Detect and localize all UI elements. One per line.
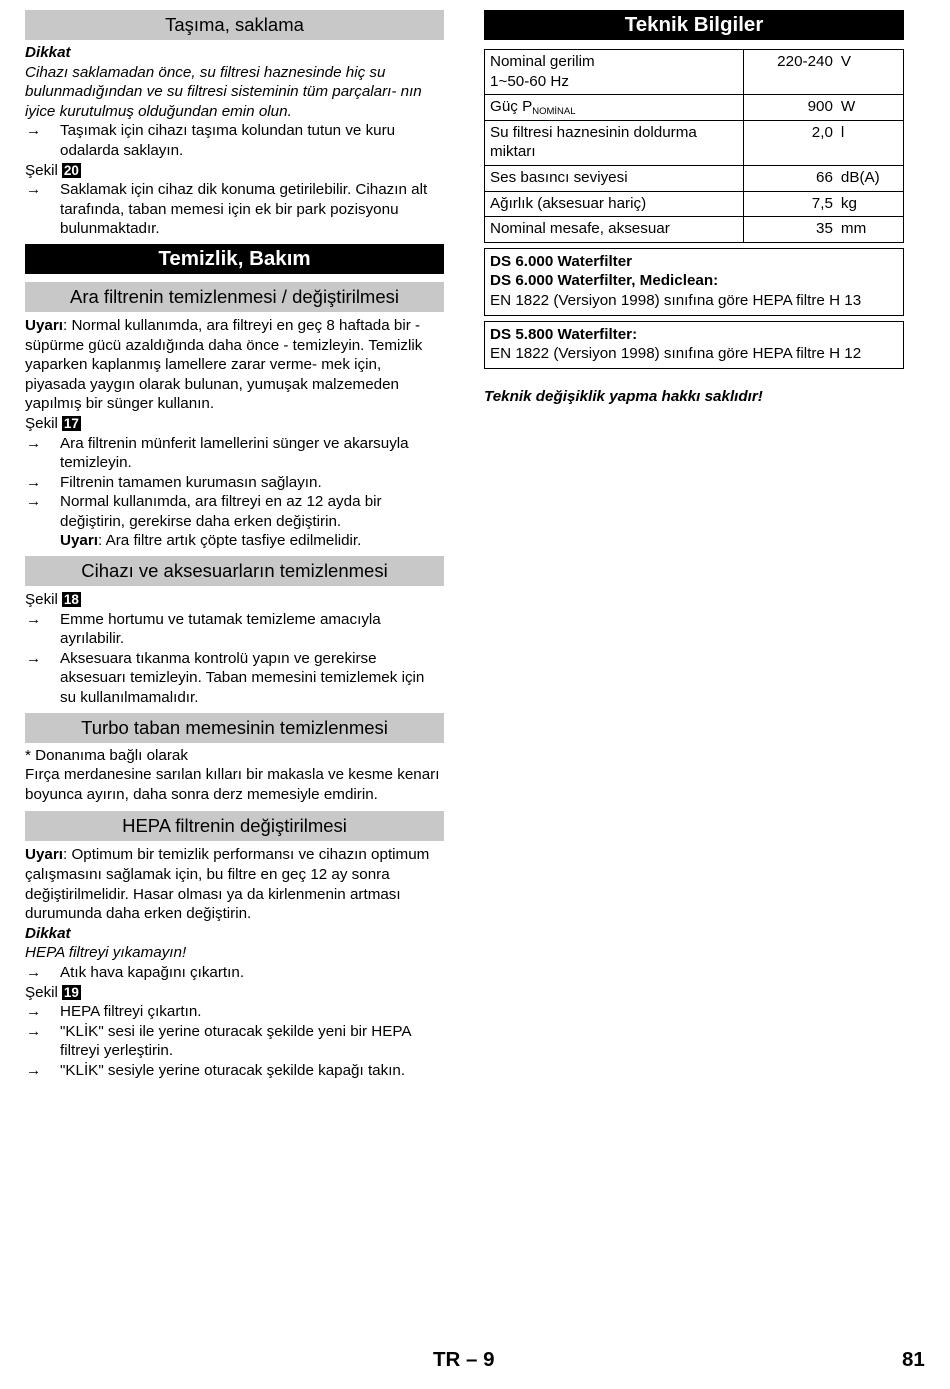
step-text: Emme hortumu ve tutamak temizleme amacıyla ayrılabilir.: [60, 610, 381, 648]
arrow-icon: →: [26, 1022, 42, 1040]
footer-page-label: TR – 9: [433, 1348, 495, 1371]
spec-name: Ses basıncı seviyesi: [485, 165, 744, 191]
spec-value: 900: [744, 95, 837, 121]
arrow-icon: →: [26, 1003, 42, 1021]
spec-unit: dB(A): [837, 165, 904, 191]
body-text: Fırça merdanesine sarılan kılları bir makasla ve kesme kenarı boyunca ayırın, daha sonra derz memesiyle emdirin.: [25, 766, 440, 803]
caution-label: Dikkat: [25, 924, 71, 942]
table-row: [485, 217, 904, 243]
step-text: "KLİK" sesiyle yerine oturacak şekilde kapağı takın.: [60, 1061, 406, 1079]
spec-value: 35: [744, 217, 837, 243]
caution-text: HEPA filtreyi yıkamayın!: [25, 944, 187, 962]
step-item: [25, 473, 444, 493]
spec-value: 2,0: [744, 120, 837, 165]
figure-label: Şekil: [25, 414, 58, 432]
note-label: Uyarı: [60, 532, 98, 550]
arrow-icon: →: [26, 963, 42, 981]
figure-label: Şekil: [25, 591, 58, 609]
spec-name: Nominal mesafe, aksesuar: [485, 217, 744, 243]
arrow-icon: →: [26, 610, 42, 628]
footer-page-number: 81: [902, 1348, 925, 1371]
step-item: [25, 1061, 444, 1081]
figure-ref: [25, 161, 444, 181]
heading-hepa: HEPA filtrenin değiştirilmesi: [25, 811, 444, 841]
step-item: [25, 649, 444, 708]
model-name: DS 6.000 Waterfilter, Mediclean:: [490, 272, 719, 290]
spec-unit: V: [837, 50, 904, 95]
model-name: DS 5.800 Waterfilter:: [490, 325, 638, 343]
spec-unit: l: [837, 120, 904, 165]
spec-value: 66: [744, 165, 837, 191]
model-name: DS 6.000 Waterfilter: [490, 252, 633, 270]
heading-tasima-saklama: Taşıma, saklama: [25, 10, 444, 40]
model-box: [484, 248, 904, 316]
caution-text: Cihazı saklamadan önce, su filtresi haznesinde hiç su bulunmadığından ve su filtresi sisteminin tüm parçaları- nın iyice kurutulmuş olduğundan emin olun.: [25, 63, 422, 120]
note-label: Uyarı: [25, 846, 63, 864]
note-text: : Ara filtre artık çöpte tasfiye edilmelidir.: [98, 532, 362, 550]
table-row: [485, 165, 904, 191]
spec-value: 7,5: [744, 191, 837, 217]
note-text: : Optimum bir temizlik performansı ve cihazın optimum çalışmasını sağlamak için, bu filtre en geç 12 ay sonra değiştirilmelidir. Hasar olması ya da kirlenmenin artması durumunda daha erken değiştirin.: [25, 846, 430, 923]
spec-name-subscript: NOMİNAL: [532, 106, 576, 118]
model-box: [484, 321, 904, 369]
arrow-icon: →: [26, 181, 42, 199]
heading-temizlik-bakim: Temizlik, Bakım: [25, 244, 444, 274]
heading-teknik-bilgiler: Teknik Bilgiler: [484, 10, 904, 40]
footnote-text: * Donanıma bağlı olarak: [25, 746, 188, 764]
figure-number-badge: 19: [63, 984, 79, 1000]
arrow-icon: →: [26, 473, 42, 491]
spec-unit: W: [837, 95, 904, 121]
step-item: [25, 1002, 444, 1022]
step-item: [25, 121, 444, 160]
spec-name: Su filtresi haznesinin doldurma miktarı: [485, 120, 744, 165]
spec-value: 220-240: [744, 50, 837, 95]
spec-unit: kg: [837, 191, 904, 217]
step-text: Taşımak için cihazı taşıma kolundan tutun ve kuru odalarda saklayın.: [60, 122, 396, 159]
step-item: [25, 434, 444, 473]
step-text: "KLİK" sesi ile yerine oturacak şekilde yeni bir HEPA filtreyi yerleştirin.: [60, 1022, 411, 1060]
step-item: [25, 610, 444, 649]
spec-name-text: Güç P: [490, 98, 533, 116]
spec-table: [484, 49, 904, 243]
figure-number-badge: 17: [63, 415, 79, 431]
arrow-icon: →: [26, 1061, 42, 1079]
step-text: Ara filtrenin münferit lamellerini sünger ve akarsuyla temizleyin.: [60, 434, 409, 472]
step-text: Saklamak için cihaz dik konuma getirilebilir. Cihazın alt tarafında, taban memesi için ek bir park pozisyonu bulunmaktadır.: [60, 181, 428, 238]
arrow-icon: →: [26, 434, 42, 452]
arrow-icon: →: [26, 122, 42, 140]
filter-class-text: EN 1822 (Versiyon 1998) sınıfına göre HEPA filtre H 13: [490, 291, 862, 309]
arrow-icon: →: [26, 649, 42, 667]
step-text: Atık hava kapağını çıkartın.: [60, 963, 245, 981]
figure-ref: [25, 414, 444, 434]
note-paragraph: [25, 316, 444, 414]
table-row: [485, 191, 904, 217]
step-text: HEPA filtreyi çıkartın.: [60, 1003, 202, 1021]
spec-name: [485, 50, 744, 95]
step-text: Filtrenin tamamen kurumasın sağlayın.: [60, 473, 322, 491]
note-paragraph: [25, 845, 444, 923]
heading-cihaz-aksesuar: Cihazı ve aksesuarların temizlenmesi: [25, 556, 444, 586]
figure-number-badge: 20: [63, 162, 79, 178]
figure-ref: [25, 983, 444, 1003]
step-item: [25, 1022, 444, 1061]
figure-label: Şekil: [25, 983, 58, 1001]
spec-name: Ağırlık (aksesuar hariç): [485, 191, 744, 217]
spec-name-line: 1~50-60 Hz: [490, 72, 569, 90]
figure-ref: [25, 590, 444, 610]
figure-label: Şekil: [25, 161, 58, 179]
table-row: [485, 120, 904, 165]
note-text: : Normal kullanımda, ara filtreyi en geç 8 haftada bir - süpürme gücü azaldığında daha önce - temizleyin. Temizlik yaparken kaplanmış lamellere zarar verme- mek için, piyasada yaygın olarak bulunan, yumuşak malzemeden yapılmış bir sünger kullanın.: [25, 316, 423, 413]
table-row: [485, 95, 904, 121]
step-text: Aksesuara tıkanma kontrolü yapın ve gerekirse aksesuarı temizleyin. Taban memesini temizlemek için su kullanılmamalıdır.: [60, 649, 425, 707]
spec-name: [485, 95, 744, 121]
step-item: [25, 963, 444, 983]
right-column: [484, 10, 904, 406]
step-text: Normal kullanımda, ara filtreyi en az 12 ayda bir değiştirin, gerekirse daha erken değiştirin.: [60, 493, 382, 530]
step-item: [25, 492, 444, 551]
spec-name-line: Nominal gerilim: [490, 53, 595, 70]
caution-label: Dikkat: [25, 44, 71, 61]
left-column: [25, 10, 444, 1081]
arrow-icon: →: [26, 493, 42, 511]
spec-unit: mm: [837, 217, 904, 243]
note-label: Uyarı: [25, 316, 63, 334]
step-item: [25, 180, 444, 239]
heading-turbo-taban: Turbo taban memesinin temizlenmesi: [25, 713, 444, 743]
table-row: [485, 50, 904, 95]
figure-number-badge: 18: [63, 592, 79, 608]
filter-class-text: EN 1822 (Versiyon 1998) sınıfına göre HEPA filtre H 12: [490, 345, 862, 363]
heading-ara-filtre: Ara filtrenin temizlenmesi / değiştirilmesi: [25, 282, 444, 312]
disclaimer-text: Teknik değişiklik yapma hakkı saklıdır!: [484, 387, 763, 405]
